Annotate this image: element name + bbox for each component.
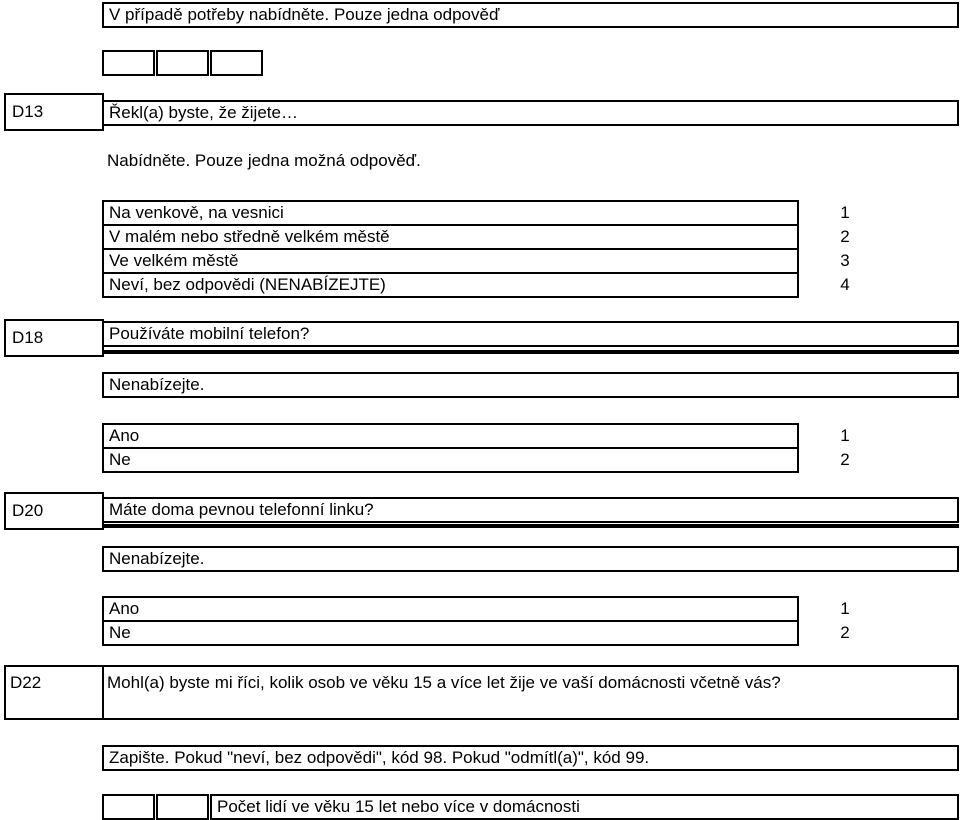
top-instruction: V případě potřeby nabídněte. Pouze jedna odpověď <box>102 2 959 28</box>
code-d13-2: 2 <box>840 227 850 246</box>
code-d18-2: 2 <box>840 450 850 469</box>
option-d13-1[interactable]: Na venkově, na vesnici <box>102 200 799 226</box>
question-id-d22: D22 <box>10 673 42 692</box>
code-d18-1: 1 <box>840 426 850 445</box>
code-d20-1: 1 <box>840 599 850 618</box>
question-d18: Používáte mobilní telefon? <box>102 321 959 347</box>
option-d13-4[interactable]: Neví, bez odpovědi (NENABÍZEJTE) <box>102 272 799 298</box>
answer-cell-1[interactable] <box>102 50 155 76</box>
question-id-d18: D18 <box>4 319 104 357</box>
instruction-d13: Nabídněte. Pouze jedna možná odpověď. <box>107 151 421 170</box>
question-d22: Mohl(a) byste mi říci, kolik osob ve věku 15 a více let žije ve vaší domácnosti včetně vás? <box>107 673 781 692</box>
instruction-d22: Zapište. Pokud "neví, bez odpovědi", kód 98. Pokud "odmítl(a)", kód 99. <box>102 745 959 771</box>
option-d20-1[interactable]: Ano <box>102 596 799 622</box>
code-d13-3: 3 <box>840 251 850 270</box>
question-id-d20: D20 <box>4 492 104 530</box>
instruction-d20: Nenabízejte. <box>102 546 959 572</box>
question-id-d13: D13 <box>4 93 104 131</box>
instruction-d18: Nenabízejte. <box>102 372 959 398</box>
code-d13-4: 4 <box>840 275 850 294</box>
divider <box>102 524 959 528</box>
answer-cell-3[interactable] <box>210 50 263 76</box>
option-d18-1[interactable]: Ano <box>102 423 799 449</box>
option-d20-2[interactable]: Ne <box>102 620 799 646</box>
code-d20-2: 2 <box>840 623 850 642</box>
question-d20: Máte doma pevnou telefonní linku? <box>102 497 959 523</box>
answer-label-d22: Počet lidí ve věku 15 let nebo více v domácnosti <box>210 794 959 820</box>
question-d13: Řekl(a) byste, že žijete… <box>102 100 959 126</box>
option-d13-3[interactable]: Ve velkém městě <box>102 248 799 274</box>
option-d18-2[interactable]: Ne <box>102 447 799 473</box>
answer-cell-d22-1[interactable] <box>102 794 155 820</box>
code-d13-1: 1 <box>840 203 850 222</box>
answer-cell-d22-2[interactable] <box>156 794 209 820</box>
divider <box>102 350 959 354</box>
option-d13-2[interactable]: V malém nebo středně velkém městě <box>102 224 799 250</box>
answer-cell-2[interactable] <box>156 50 209 76</box>
